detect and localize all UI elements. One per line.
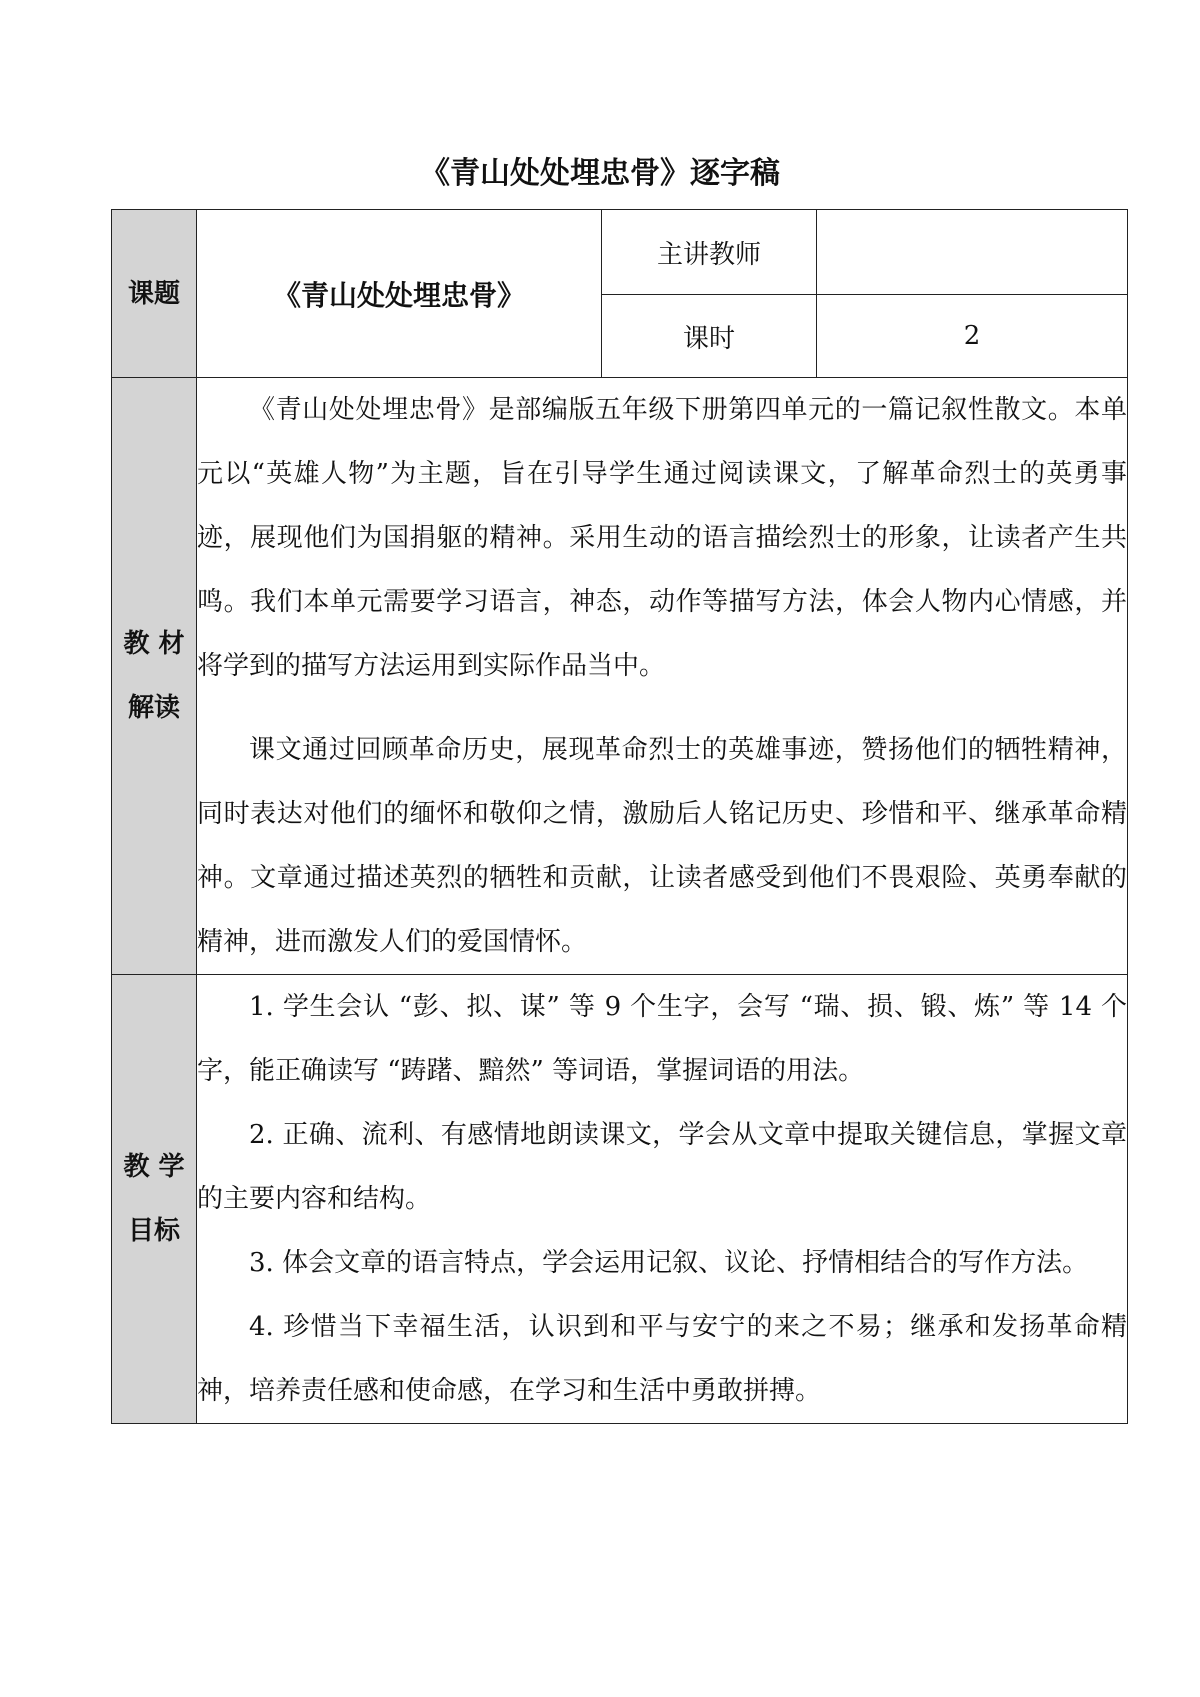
document-title: 《青山处处埋忠骨》逐字稿	[420, 156, 780, 191]
teaching-goal-item: 1. 学生会认 “彭、拟、谋” 等 9 个生字，会写 “瑞、损、锻、炼” 等 14 个字，能正确读写 “踌躇、黯然” 等词语，掌握词语的用法。	[197, 992, 1127, 1086]
teaching-goal-item: 2. 正确、流利、有感情地朗读课文，学会从文章中提取关键信息，掌握文章的主要内容和结构。	[197, 1120, 1127, 1214]
textbook-analysis-row	[112, 378, 1128, 975]
textbook-analysis-content	[197, 378, 1128, 975]
teacher-value	[817, 210, 1128, 295]
lesson-hours-label: 课时	[602, 295, 817, 378]
teaching-goal-item: 3. 体会文章的语言特点，学会运用记叙、议论、抒情相结合的写作方法。	[249, 1248, 1089, 1278]
teaching-goals-content	[197, 975, 1128, 1424]
textbook-analysis-paragraph: 《青山处处埋忠骨》是部编版五年级下册第四单元的一篇记叙性散文。本单元以“英雄人物”为主题，旨在引导学生通过阅读课文，了解革命烈士的英勇事迹，展现他们为国捐躯的精神。采用生动的语言描绘烈士的形象，让读者产生共鸣。我们本单元需要学习语言，神态，动作等描写方法，体会人物内心情感，并将学到的描写方法运用到实际作品当中。	[197, 395, 1127, 681]
subject-label: 课题	[112, 210, 197, 378]
textbook-analysis-label	[112, 378, 197, 975]
lesson-hours-value: 2	[817, 295, 1128, 378]
teaching-goal-item: 4. 珍惜当下幸福生活，认识到和平与安宁的来之不易；继承和发扬革命精神，培养责任感和使命感，在学习和生活中勇敢拼搏。	[197, 1312, 1127, 1406]
lesson-plan-table	[111, 209, 1128, 1424]
teacher-label: 主讲教师	[602, 210, 817, 295]
teaching-goals-label-line2: 目标	[127, 1216, 180, 1246]
textbook-analysis-label-line2: 解读	[127, 693, 180, 723]
subject-row	[112, 210, 1128, 295]
subject-value: 《青山处处埋忠骨》	[197, 210, 602, 378]
textbook-analysis-paragraph: 课文通过回顾革命历史，展现革命烈士的英雄事迹，赞扬他们的牺牲精神，同时表达对他们的缅怀和敬仰之情，激励后人铭记历史、珍惜和平、继承革命精神。文章通过描述英烈的牺牲和贡献，让读者感受到他们不畏艰险、英勇奉献的精神，进而激发人们的爱国情怀。	[197, 735, 1127, 957]
teaching-goals-row	[112, 975, 1128, 1424]
textbook-analysis-label-line1: 教 材	[123, 629, 185, 659]
teaching-goals-label	[112, 975, 197, 1424]
teaching-goals-label-line1: 教 学	[123, 1152, 185, 1182]
